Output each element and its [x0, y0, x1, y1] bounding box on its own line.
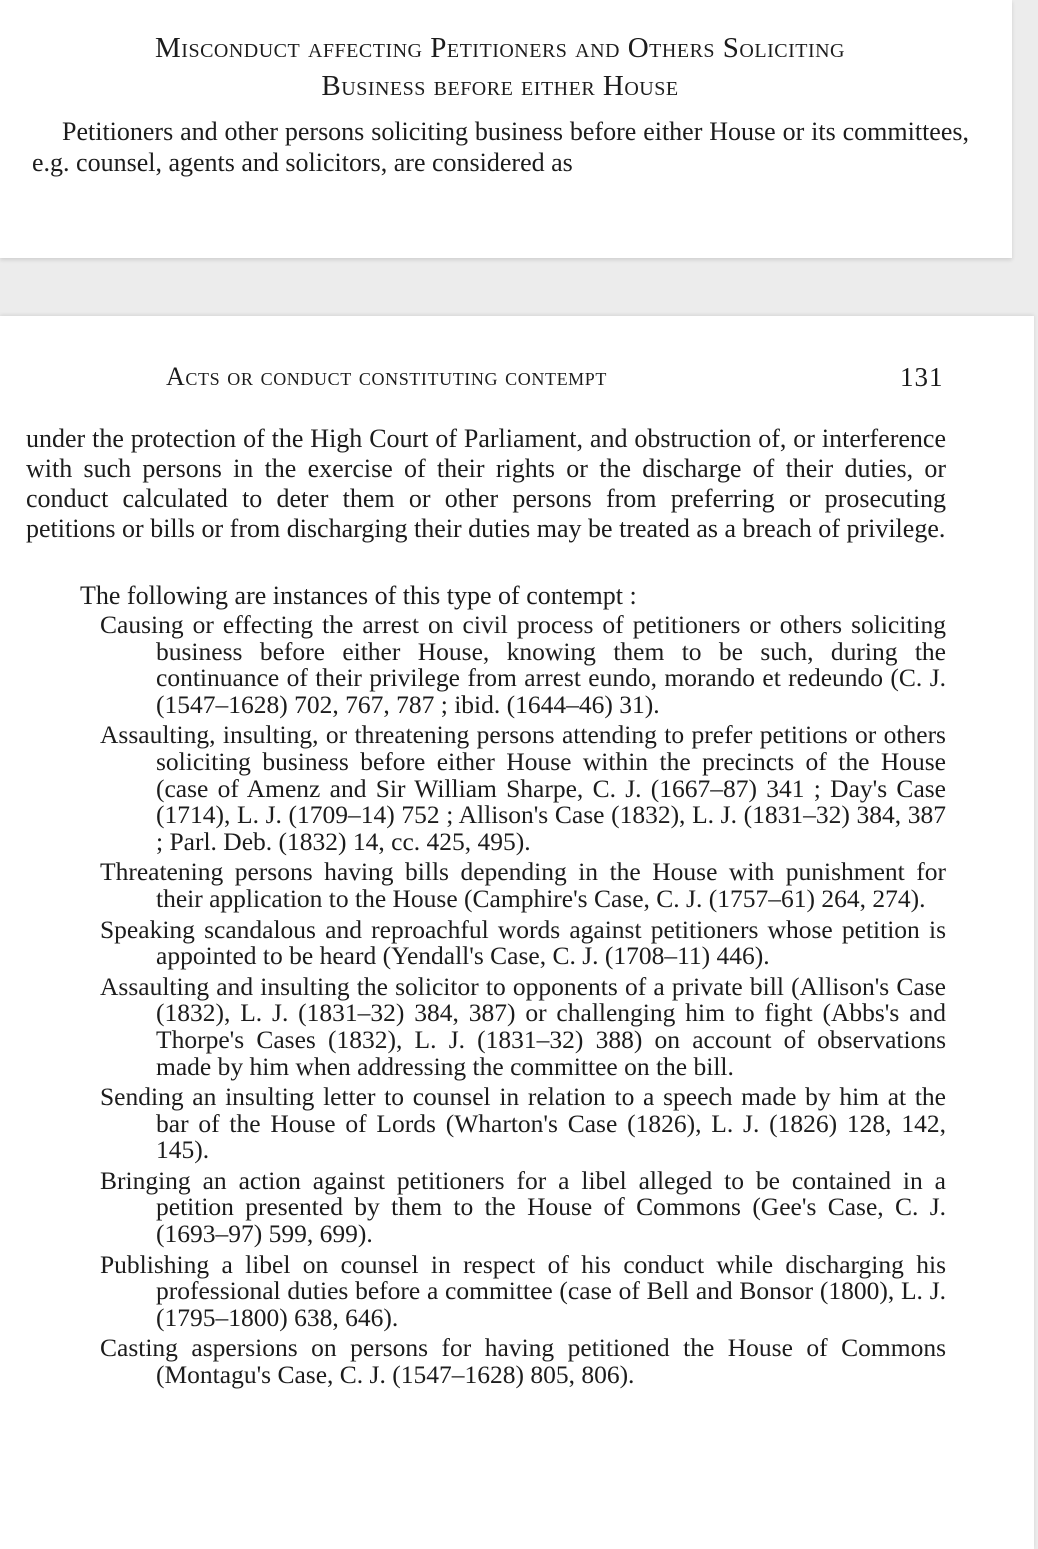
- page-number: 131: [900, 362, 944, 392]
- running-head: Acts or conduct constituting contempt: [166, 362, 607, 391]
- instances-list: [100, 612, 946, 1393]
- page-top-fragment: [0, 0, 1012, 258]
- list-item: Speaking scandalous and reproachful words against petitioners whose petition is appointed to be heard (Yendall's Case, C. J. (1708–11) 446).: [100, 914, 946, 971]
- instances-intro: The following are instances of this type of contempt :: [80, 581, 637, 610]
- list-item: Bringing an action against petitioners for a libel alleged to be contained in a petition presented by them to the House of Commons (Gee's Case, C. J. (1693–97) 599, 699).: [100, 1165, 946, 1249]
- list-item: Assaulting and insulting the solicitor to opponents of a private bill (Allison's Case (1832), L. J. (1831–32) 384, 387) or challenging him to fight (Abbs's and Thorpe's Cases (1832), L. J. (1831–32) 388) on account of observations made by him when addressing the committee on the bill.: [100, 971, 946, 1081]
- list-item: Sending an insulting letter to counsel in relation to a speech made by him at the bar of the House of Lords (Wharton's Case (1826), L. J. (1826) 128, 142, 145).: [100, 1082, 946, 1165]
- list-item: Publishing a libel on counsel in respect of his conduct while discharging his professional duties before a committee (case of Bell and Bonsor (1800), L. J. (1795–1800) 638, 646).: [100, 1249, 946, 1332]
- section-heading-line-1: Misconduct affecting Petitioners and Others Soliciting: [155, 32, 845, 64]
- continuation-paragraph: under the protection of the High Court of Parliament, and obstruction of, or interference with such persons in the exercise of their rights or the discharge of their duties, or conduct calculated to deter them or other persons from preferring or prosecuting petitions or bills or from discharging their duties may be treated as a breach of privilege.: [26, 424, 946, 543]
- list-item: Casting aspersions on persons for having petitioned the House of Commons (Montagu's Case, C. J. (1547–1628) 805, 806).: [100, 1333, 946, 1390]
- section-heading-line-2: Business before either House: [321, 70, 679, 102]
- list-item: Causing or effecting the arrest on civil process of petitioners or others soliciting business before either House, knowing them to be such, during the continuance of their privilege from arrest eundo, morando et redeundo (C. J. (1547–1628) 702, 767, 787 ; ibid. (1644–46) 31).: [100, 610, 946, 719]
- page-131: [0, 316, 1034, 1549]
- list-item: Threatening persons having bills depending in the House with punishment for their application to the House (Camphire's Case, C. J. (1757–61) 264, 274).: [100, 857, 946, 913]
- list-item: Assaulting, insulting, or threatening persons attending to prefer petitions or others soliciting business before either House within the precincts of the House (case of Amenz and Sir William Sharpe, C. J. (1667–87) 341 ; Day's Case (1714), L. J. (1709–14) 752 ; Allison's Case (1832), L. J. (1831–32) 384, 387 ; Parl. Deb. (1832) 14, cc. 425, 495).: [100, 720, 946, 856]
- intro-paragraph: Petitioners and other persons soliciting business before either House or its committees, e.g. counsel, agents and solicitors, are considered as: [32, 117, 969, 177]
